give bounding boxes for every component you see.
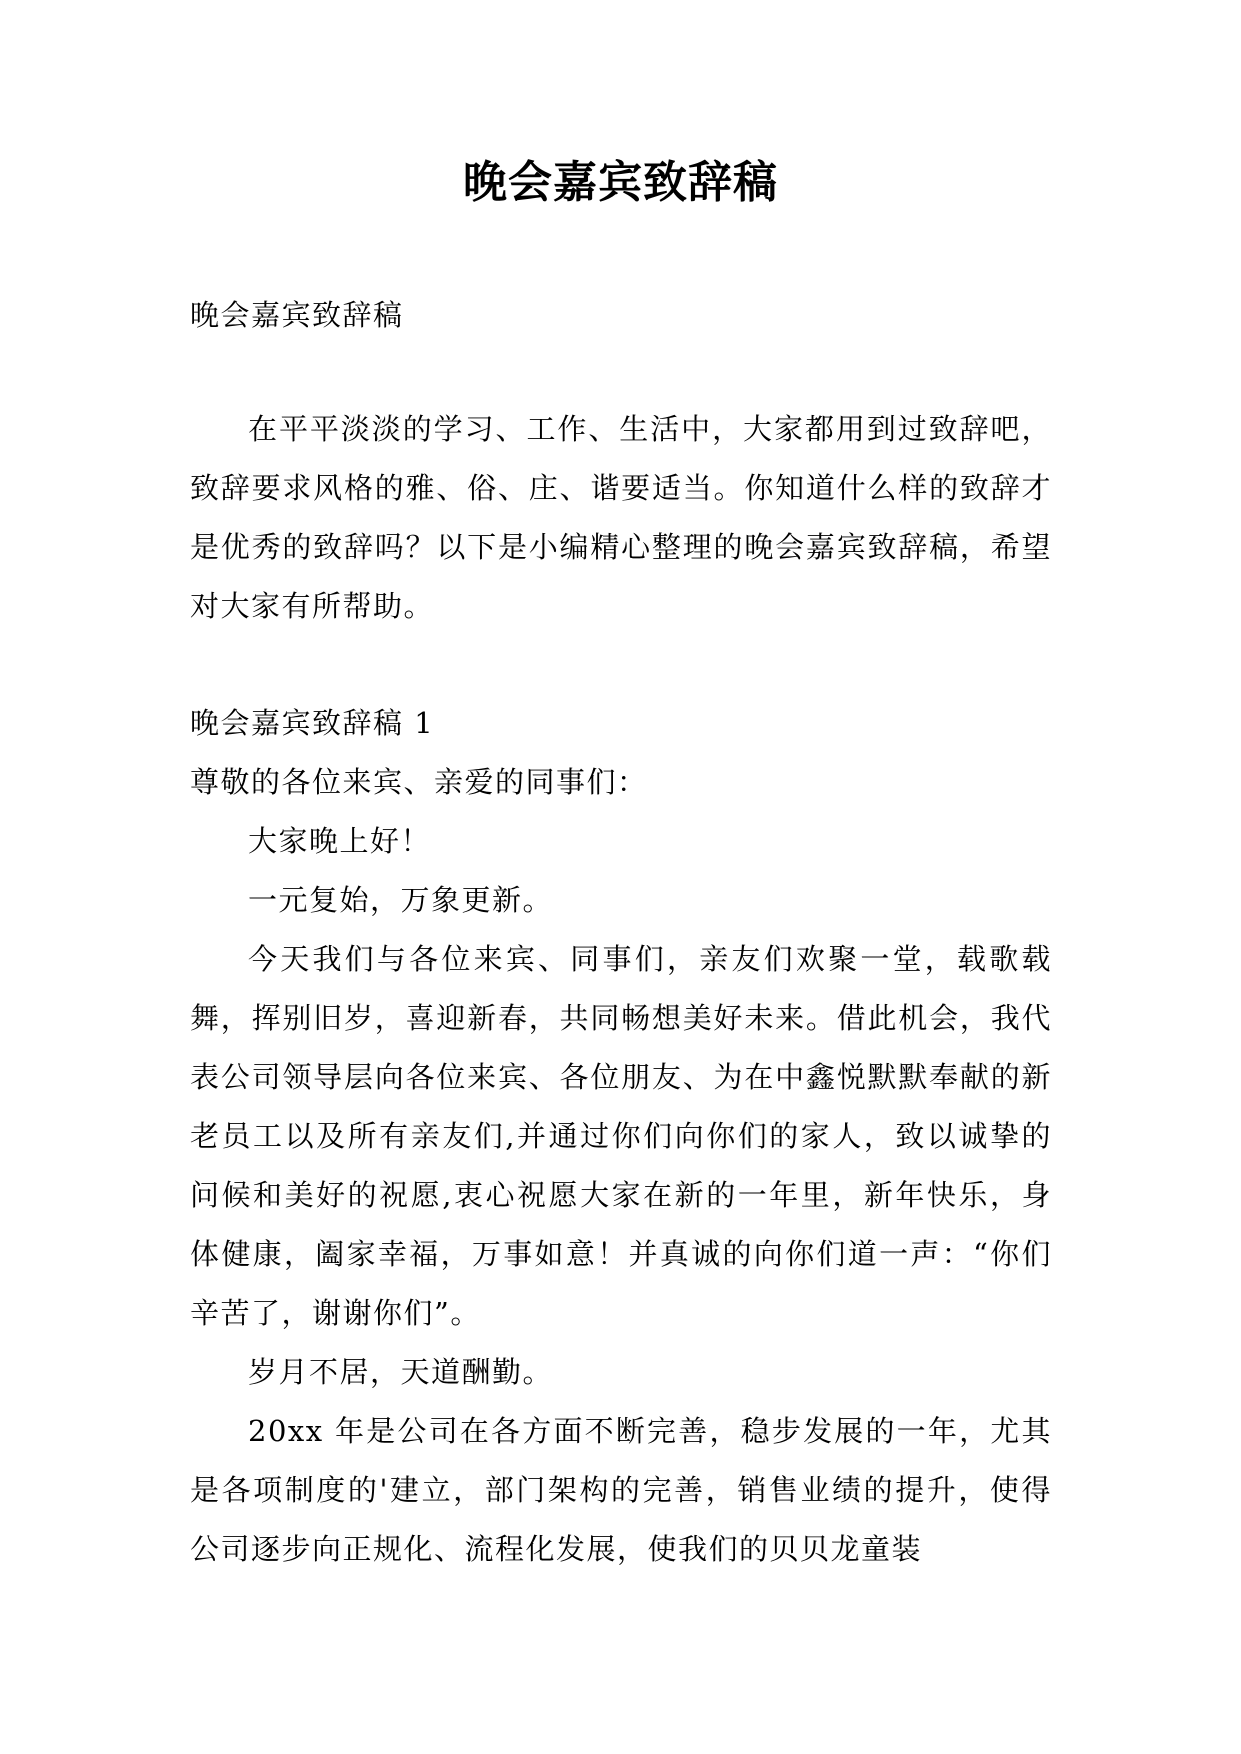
- section-heading: 晚会嘉宾致辞稿 1: [190, 706, 435, 740]
- document-title: 晚会嘉宾致辞稿: [463, 157, 778, 208]
- document-subtitle: 晚会嘉宾致辞稿: [190, 298, 404, 332]
- years-paragraph: 岁月不居，天道酬勤。: [248, 1355, 554, 1389]
- intro-paragraph: 在平平淡淡的学习、工作、生活中，大家都用到过致辞吧，致辞要求风格的雅、俗、庄、谐要适当。你知道什么样的致辞才是优秀的致辞吗？以下是小编精心整理的晚会嘉宾致辞稿，希望对大家有所帮助。: [190, 412, 1052, 623]
- today-paragraph: 今天我们与各位来宾、同事们，亲友们欢聚一堂，载歌载舞，挥别旧岁，喜迎新春，共同畅想美好未来。借此机会，我代表公司领导层向各位来宾、各位朋友、为在中鑫悦默默奉献的新老员工以及所有亲友们,并通过你们向你们的家人，致以诚挚的问候和美好的祝愿,衷心祝愿大家在新的一年里，新年快乐，身体健康，阖家幸福，万事如意！并真诚的向你们道一声：“你们辛苦了，谢谢你们”。: [190, 942, 1052, 1330]
- greeting-paragraph: 大家晚上好！: [248, 824, 432, 858]
- salutation: 尊敬的各位来宾、亲爱的同事们：: [190, 765, 648, 799]
- year-review-paragraph: 20xx 年是公司在各方面不断完善，稳步发展的一年，尤其是各项制度的'建立，部门架构的完善，销售业绩的提升，使得公司逐步向正规化、流程化发展，使我们的贝贝龙童装: [190, 1414, 1052, 1566]
- new-year-paragraph: 一元复始，万象更新。: [248, 883, 554, 917]
